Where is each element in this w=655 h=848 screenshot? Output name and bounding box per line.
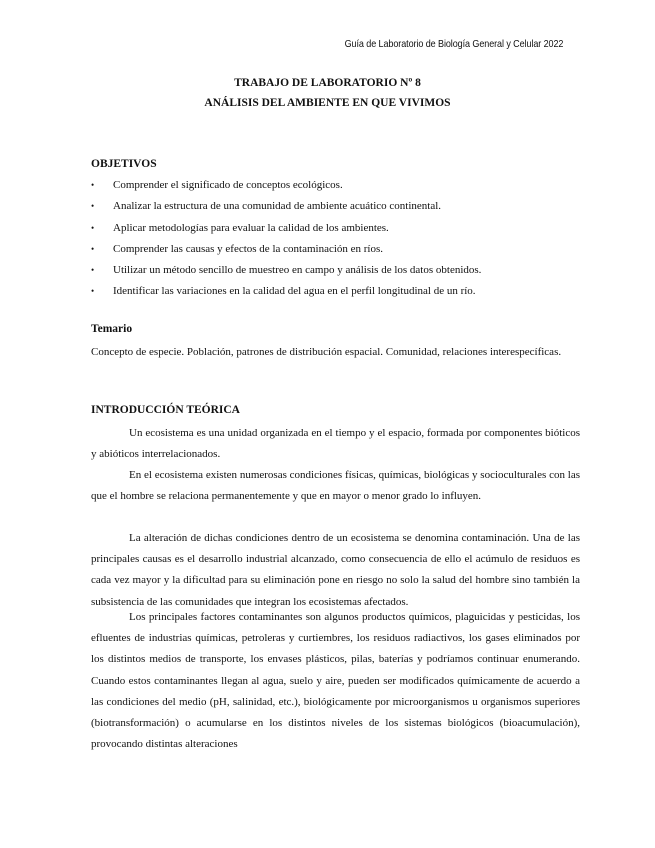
paragraph: En el ecosistema existen numerosas condiciones físicas, químicas, biológicas y socioculturales con las que el hombre se relaciona permanentemente y que en mayor o menor grado lo influyen. xyxy=(91,469,580,503)
temario-heading: Temario xyxy=(91,323,133,335)
paragraph: La alteración de dichas condiciones dentro de un ecosistema se denomina contaminación. Una de las principales causas es el desarrollo industrial alcanzado, como consecuencia de ello el acúmulo de residuos es cada vez mayor y la dificultad para su eliminación pone en riesgo no solo la salud del hombre sino también la subsistencia de las comunidades que integran los ecosistemas afectados. xyxy=(91,532,580,608)
list-item-text: Comprender el significado de conceptos ecológicos. xyxy=(113,179,343,191)
running-header: Guía de Laboratorio de Biología General y Celular 2022 xyxy=(344,38,563,50)
list-item xyxy=(91,284,571,305)
list-item xyxy=(91,178,571,199)
bullet-icon: • xyxy=(91,201,95,212)
temario-text: Concepto de especie. Población, patrones de distribución espacial. Comunidad, relaciones interespecíficas. xyxy=(91,346,562,358)
paragraph: Los principales factores contaminantes son algunos productos químicos, plaguicidas y pesticidas, los efluentes de industrias químicas, petroleras y curtiembres, los residuos radiactivos, los gases eliminados por los distintos medios de transporte, los envases plásticos, pilas, baterías y podríamos continuar enumerando. Cuando estos contaminantes llegan al agua, suelo y aire, pueden ser modificados químicamente de acuerdo a las condiciones del medio (pH, salinidad, etc.), biológicamente por microorganismos u organismos superiores (biotransformación) o acumularse en los distintos niveles de los sistemas biológicos (bioacumulación), provocando distintas alteraciones xyxy=(91,611,580,751)
bullet-icon: • xyxy=(91,243,95,254)
list-item-text: Comprender las causas y efectos de la contaminación en ríos. xyxy=(113,242,384,255)
list-item xyxy=(91,242,571,263)
paragraph: Un ecosistema es una unidad organizada en el tiempo y el espacio, formada por componentes bióticos y abióticos interrelacionados. xyxy=(91,427,580,461)
bullet-icon: • xyxy=(91,286,95,297)
list-item-text: Aplicar metodologías para evaluar la calidad de los ambientes. xyxy=(113,221,389,234)
list-item xyxy=(91,221,571,242)
page-subtitle: ANÁLISIS DEL AMBIENTE EN QUE VIVIMOS xyxy=(204,97,451,109)
list-item xyxy=(91,199,571,220)
bullet-icon: • xyxy=(91,180,95,190)
list-item-text: Utilizar un método sencillo de muestreo en campo y análisis de los datos obtenidos. xyxy=(113,264,482,277)
objetivos-heading: OBJETIVOS xyxy=(91,158,157,170)
bullet-icon: • xyxy=(91,265,95,276)
objetivos-list xyxy=(91,178,571,306)
introduccion-heading: INTRODUCCIÓN TEÓRICA xyxy=(91,404,240,416)
list-item-text: Analizar la estructura de una comunidad de ambiente acuático continental. xyxy=(113,200,442,213)
list-item xyxy=(91,263,571,284)
page-title: TRABAJO DE LABORATORIO Nº 8 xyxy=(234,77,421,89)
bullet-icon: • xyxy=(91,222,95,233)
list-item-text: Identificar las variaciones en la calidad del agua en el perfil longitudinal de un río. xyxy=(113,285,476,298)
